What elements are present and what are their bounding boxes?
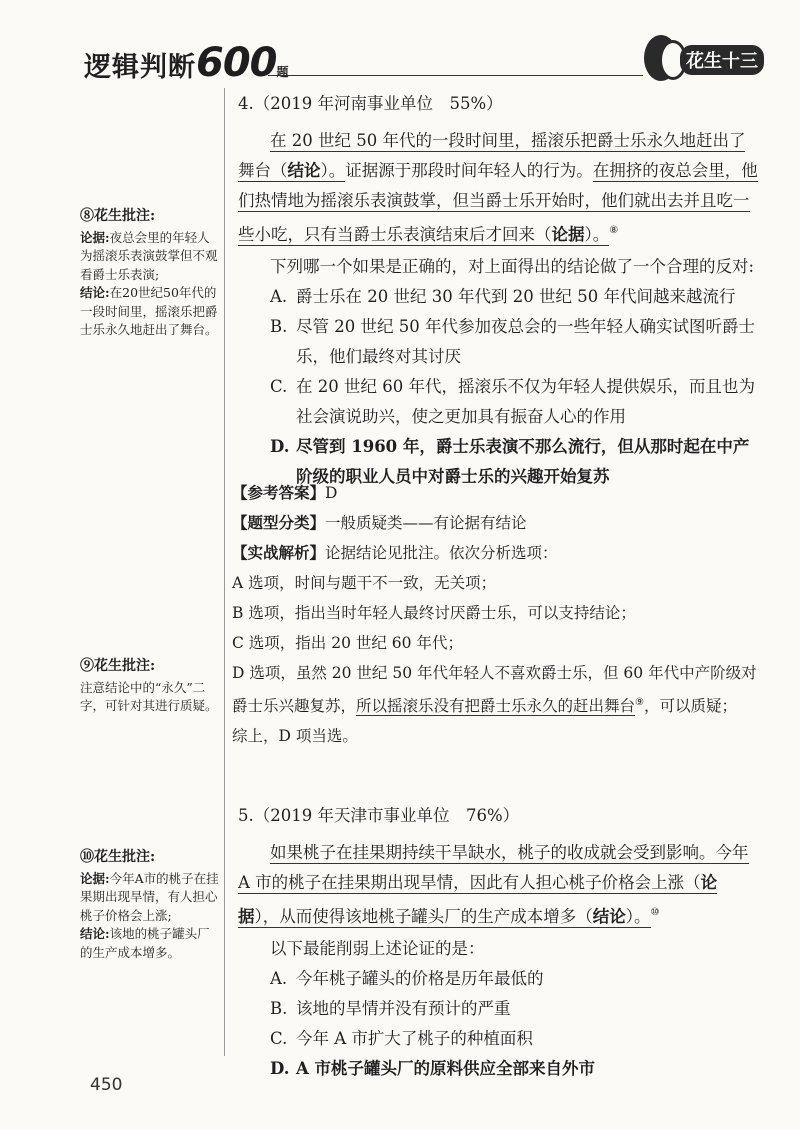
option-text: 今年桃子罐头的价格是历年最低的: [296, 968, 544, 988]
analysis-text: ，可以质疑；: [644, 697, 738, 716]
option-key: C.: [270, 1028, 288, 1048]
analysis-line: B 选项，指出当时年轻人最终讨厌爵士乐，可以支持结论；: [232, 604, 636, 622]
option-text: 今年 A 市扩大了桃子的种植面积: [296, 1028, 533, 1048]
option-text: A 市桃子罐头厂的原料供应全部来自外市: [296, 1058, 596, 1078]
note-text: 夜总会里的年轻人为摇滚乐表演鼓掌但不观看爵士乐表演;: [80, 229, 218, 282]
analysis-line: A 选项，时间与题干不一致，无关项；: [232, 574, 497, 592]
page-header: [0, 0, 800, 95]
premise-text: 在拥挤的夜总会里，他们热情地为摇滚乐表演鼓掌，但当爵士乐开始时，他们就出去并且吃一些小吃，只有当爵士乐表演结束后才回来（: [238, 161, 758, 244]
book-title-text: 逻辑判断: [84, 52, 196, 83]
option-a[interactable]: [270, 282, 758, 312]
premise-text: 如果桃子在挂果期持续干旱缺水，桃子的收成就会受到影响。今年 A 市的桃子在挂果期出现旱情，因此有人担心桃子价格会上涨（: [238, 843, 749, 892]
option-key: D.: [270, 1058, 290, 1078]
note-label: 结论:: [80, 285, 110, 300]
book-title-number: 600: [196, 40, 277, 86]
note-label: 结论:: [80, 926, 110, 941]
analysis-summary: 综上，D 项当选。: [232, 727, 358, 746]
option-key: A.: [270, 968, 288, 988]
margin-divider: [224, 88, 225, 1056]
option-key: A.: [270, 286, 288, 306]
analysis-intro-text: 论据结论见批注。依次分析选项：: [325, 544, 558, 562]
note-heading: ⑨花生批注:: [80, 658, 156, 674]
premise-sentence: [238, 843, 749, 928]
option-d[interactable]: [270, 1054, 758, 1084]
passage-text: 证据源于那段时间年轻人的行为。: [345, 161, 593, 180]
question-passage: [238, 838, 758, 932]
option-b[interactable]: [270, 312, 758, 372]
sidebar-note-8: [80, 207, 220, 340]
answer-label: 【参考答案】: [232, 483, 326, 502]
answer-section-4: [232, 478, 762, 751]
book-title: [84, 40, 290, 86]
sidebar-note-9: [80, 657, 220, 716]
analysis-line-d: [232, 658, 762, 721]
logo-text: 花生十三: [680, 45, 764, 75]
book-title-suffix: 题: [276, 65, 290, 79]
option-key: B.: [270, 316, 288, 336]
page-number: 450: [90, 1075, 123, 1095]
note-heading: ⑩花生批注:: [80, 849, 156, 865]
option-a[interactable]: [270, 964, 758, 994]
question-stem: 下列哪一个如果是正确的，对上面得出的结论做了一个合理的反对:: [270, 256, 755, 276]
type-value: 一般质疑类——有论据有结论: [325, 514, 527, 532]
analysis-label: 【实战解析】: [232, 543, 326, 562]
header-rule: [268, 75, 643, 76]
sidebar-note-10: [80, 848, 220, 962]
option-text: 尽管到 1960 年，爵士乐表演不那么流行，但从那时起在中产阶级的职业人员中对爵士乐的兴趣开始复苏: [296, 436, 750, 486]
analysis-intro: [232, 538, 762, 568]
note-marker: ⑧: [609, 225, 619, 236]
question-heading: 4.（2019 年河南事业单位 55%）: [238, 94, 503, 113]
note-text: 在20世纪50年代的一段时间里，摇滚乐把爵士乐永久地赶出了舞台。: [80, 285, 218, 337]
option-text: 该地的旱情并没有预计的严重: [296, 998, 511, 1018]
option-text: 在 20 世纪 60 年代，摇滚乐不仅为年轻人提供娱乐，而且也为社会演说助兴，使之更加具有振奋人心的作用: [296, 376, 755, 426]
type-label: 【题型分类】: [232, 513, 326, 532]
question-heading: 5.（2019 年天津市事业单位 76%）: [238, 806, 520, 825]
option-c[interactable]: [270, 1024, 758, 1054]
conclusion-text: 在 20 世纪 50 年代的一段时间里，摇滚乐把爵士乐永久地赶出了舞台（: [238, 131, 746, 180]
option-c[interactable]: [270, 372, 758, 432]
premise-tag: 论据: [551, 224, 585, 244]
option-text: 爵士乐在 20 世纪 30 年代到 20 世纪 50 年代间越来越流行: [296, 286, 736, 306]
question-stem: 以下最能削弱上述论证的是：: [270, 938, 485, 958]
analysis-text: D 选项，虽然 20 世纪 50 年代年轻人不喜欢爵士乐，但 60 年代中产阶级对爵士乐兴趣复苏，: [232, 664, 757, 716]
answer-value: D: [325, 484, 338, 502]
brand-logo: [644, 35, 779, 80]
option-key: C.: [270, 376, 288, 396]
question-passage: [238, 126, 758, 250]
note-body: [80, 870, 220, 963]
conclusion-text: ），从而使得该地桃子罐头厂的生产成本增多（: [254, 906, 593, 926]
note-marker: ⑩: [650, 907, 660, 918]
note-body: [80, 229, 220, 340]
conclusion-tag: 结论: [287, 161, 321, 180]
question-4: [238, 90, 758, 492]
analysis-underline: 所以摇滚乐没有把爵士乐永久的赶出舞台: [356, 697, 636, 716]
option-text: 尽管 20 世纪 50 年代参加夜总会的一些年轻人确实试图听爵士乐，他们最终对其讨厌: [296, 316, 755, 366]
analysis-line: C 选项，指出 20 世纪 60 年代；: [232, 634, 463, 652]
option-b[interactable]: [270, 994, 758, 1024]
note-marker: ⑨: [635, 697, 644, 708]
reference-answer: [232, 478, 762, 508]
conclusion-tag: 结论: [592, 906, 626, 926]
option-key: B.: [270, 998, 288, 1018]
question-type: [232, 508, 762, 538]
question-5: [238, 802, 758, 1084]
note-text: 注意结论中的“永久”二字，可针对其进行质疑。: [80, 679, 218, 713]
conclusion-end: ）。: [320, 161, 346, 180]
premise-tag: 论据: [238, 873, 718, 926]
conclusion-end: ）。: [625, 906, 651, 926]
note-text: 该地的桃子罐头厂的生产成本增多。: [80, 926, 210, 960]
option-key: D.: [270, 436, 290, 456]
note-text: 今年A市的桃子在挂果期出现旱情，有人担心桃子价格会上涨;: [80, 870, 219, 923]
premise-end: ）。: [584, 224, 610, 244]
note-heading: ⑧花生批注:: [80, 208, 156, 224]
note-label: 论据:: [80, 229, 110, 245]
note-label: 论据:: [80, 870, 110, 886]
